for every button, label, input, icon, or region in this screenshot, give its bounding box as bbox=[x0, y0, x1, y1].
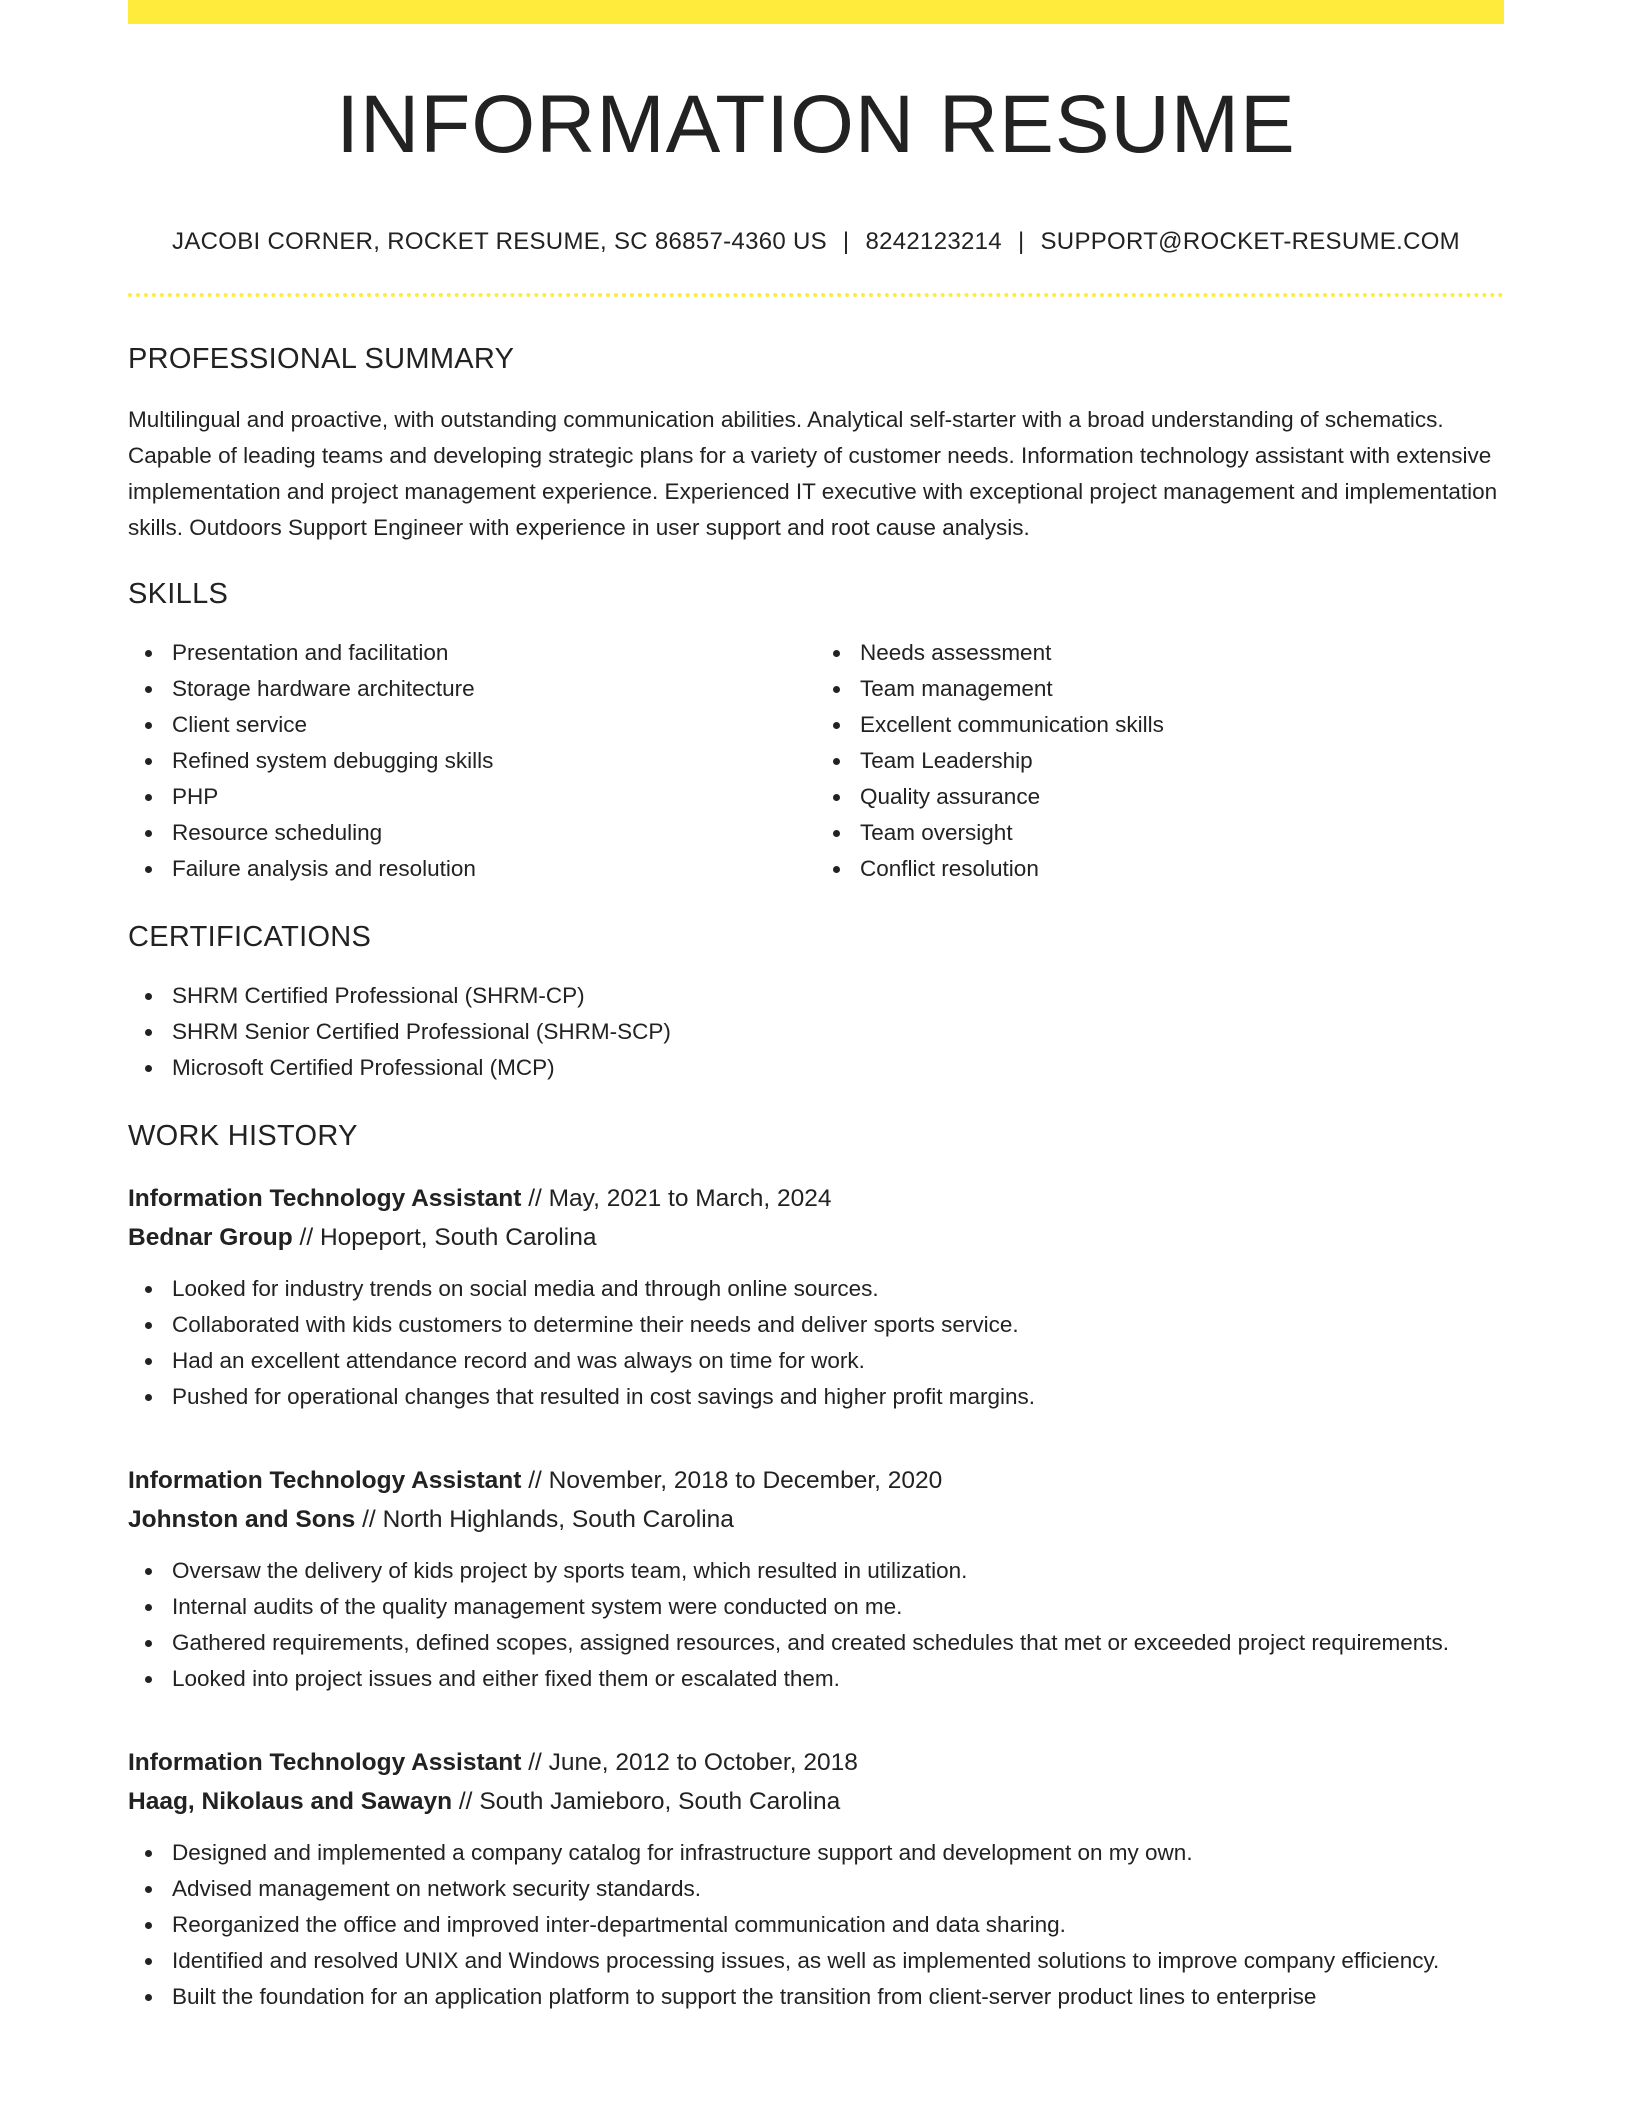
summary-heading: PROFESSIONAL SUMMARY bbox=[128, 343, 515, 375]
certification-item: SHRM Certified Professional (SHRM-CP) bbox=[172, 978, 1504, 1014]
job-bullet: Looked into project issues and either fixed them or escalated them. bbox=[172, 1661, 1504, 1697]
skill-item: Resource scheduling bbox=[172, 815, 816, 851]
job-bullet: Built the foundation for an application platform to support the transition from client-server product lines to enterprise bbox=[172, 1979, 1504, 2015]
job-bullet: Identified and resolved UNIX and Windows processing issues, as well as implemented solutions to improve company efficiency. bbox=[172, 1943, 1504, 1979]
job-company-line bbox=[128, 1782, 1504, 1821]
skill-item: Conflict resolution bbox=[860, 851, 1504, 887]
job-company-line bbox=[128, 1500, 1504, 1539]
skill-item: Needs assessment bbox=[860, 635, 1504, 671]
job-bullet: Had an excellent attendance record and was always on time for work. bbox=[172, 1343, 1504, 1379]
job-sep: // bbox=[458, 1788, 473, 1815]
job-sep: // bbox=[528, 1467, 542, 1494]
skills-heading: SKILLS bbox=[128, 578, 229, 610]
contact-email: SUPPORT@ROCKET-RESUME.COM bbox=[1040, 228, 1460, 255]
job-entry bbox=[128, 1743, 1504, 2015]
job-dates: May, 2021 to March, 2024 bbox=[548, 1185, 832, 1212]
job-role: Information Technology Assistant bbox=[128, 1749, 522, 1776]
contact-phone: 8242123214 bbox=[865, 228, 1002, 255]
job-dates: June, 2012 to October, 2018 bbox=[548, 1749, 858, 1776]
job-sep: // bbox=[528, 1185, 542, 1212]
job-role: Information Technology Assistant bbox=[128, 1185, 522, 1212]
job-bullet: Reorganized the office and improved inter-departmental communication and data sharing. bbox=[172, 1907, 1504, 1943]
skill-item: Storage hardware architecture bbox=[172, 671, 816, 707]
skills-list-right bbox=[816, 635, 1504, 887]
job-bullets bbox=[128, 1553, 1504, 1697]
job-bullet: Gathered requirements, defined scopes, assigned resources, and created schedules that met or exceeded project requirements. bbox=[172, 1625, 1504, 1661]
skills-columns bbox=[128, 635, 1504, 887]
skill-item: Excellent communication skills bbox=[860, 707, 1504, 743]
job-bullet: Designed and implemented a company catalog for infrastructure support and development on my own. bbox=[172, 1835, 1504, 1871]
job-bullet: Pushed for operational changes that resulted in cost savings and higher profit margins. bbox=[172, 1379, 1504, 1415]
accent-bar bbox=[128, 0, 1504, 24]
job-bullet: Internal audits of the quality management system were conducted on me. bbox=[172, 1589, 1504, 1625]
job-role-line bbox=[128, 1743, 1504, 1782]
job-company: Bednar Group bbox=[128, 1224, 293, 1251]
job-sep: // bbox=[299, 1224, 314, 1251]
contact-separator: | bbox=[842, 228, 850, 255]
resume-title: INFORMATION RESUME bbox=[336, 79, 1296, 170]
certifications-heading: CERTIFICATIONS bbox=[128, 921, 372, 953]
skill-item: Failure analysis and resolution bbox=[172, 851, 816, 887]
skill-item: Presentation and facilitation bbox=[172, 635, 816, 671]
skill-item: Refined system debugging skills bbox=[172, 743, 816, 779]
job-company: Haag, Nikolaus and Sawayn bbox=[128, 1788, 453, 1815]
job-location: Hopeport, South Carolina bbox=[319, 1224, 597, 1251]
skill-item: Client service bbox=[172, 707, 816, 743]
job-sep: // bbox=[362, 1506, 376, 1533]
job-bullet: Collaborated with kids customers to determine their needs and deliver sports service. bbox=[172, 1307, 1504, 1343]
job-entry bbox=[128, 1461, 1504, 1697]
job-location: North Highlands, South Carolina bbox=[382, 1506, 734, 1533]
job-bullets bbox=[128, 1271, 1504, 1415]
job-sep: // bbox=[528, 1749, 542, 1776]
skill-item: Quality assurance bbox=[860, 779, 1504, 815]
job-entry bbox=[128, 1179, 1504, 1415]
resume-page bbox=[128, 0, 1504, 2015]
summary-text: Multilingual and proactive, with outstanding communication abilities. Analytical self-starter with a broad understanding of schematics. Capable of leading teams and developing strategic plans for a variety of customer needs. Information technology assistant with extensive implementation and project management experience. Experienced IT executive with exceptional project management and implementation skills. Outdoors Support Engineer with experience in user support and root cause analysis. bbox=[128, 407, 1498, 540]
job-role-line bbox=[128, 1179, 1504, 1218]
job-bullet: Looked for industry trends on social media and through online sources. bbox=[172, 1271, 1504, 1307]
job-bullet: Oversaw the delivery of kids project by sports team, which resulted in utilization. bbox=[172, 1553, 1504, 1589]
job-location: South Jamieboro, South Carolina bbox=[479, 1788, 841, 1815]
job-role-line bbox=[128, 1461, 1504, 1500]
job-company-line bbox=[128, 1218, 1504, 1257]
job-company: Johnston and Sons bbox=[128, 1506, 356, 1533]
skill-item: Team management bbox=[860, 671, 1504, 707]
job-bullet: Advised management on network security standards. bbox=[172, 1871, 1504, 1907]
contact-address: JACOBI CORNER, ROCKET RESUME, SC 86857-4360 US bbox=[172, 228, 827, 255]
skill-item: Team Leadership bbox=[860, 743, 1504, 779]
certifications-list bbox=[128, 978, 1504, 1086]
skill-item: Team oversight bbox=[860, 815, 1504, 851]
skills-list-left bbox=[128, 635, 816, 887]
job-dates: November, 2018 to December, 2020 bbox=[548, 1467, 943, 1494]
work-history-heading: WORK HISTORY bbox=[128, 1120, 358, 1152]
job-role: Information Technology Assistant bbox=[128, 1467, 522, 1494]
contact-line bbox=[128, 228, 1504, 256]
job-bullets bbox=[128, 1835, 1504, 2015]
header-divider bbox=[128, 293, 1504, 297]
certification-item: Microsoft Certified Professional (MCP) bbox=[172, 1050, 1504, 1086]
contact-separator: | bbox=[1017, 228, 1025, 255]
skill-item: PHP bbox=[172, 779, 816, 815]
certification-item: SHRM Senior Certified Professional (SHRM-SCP) bbox=[172, 1014, 1504, 1050]
